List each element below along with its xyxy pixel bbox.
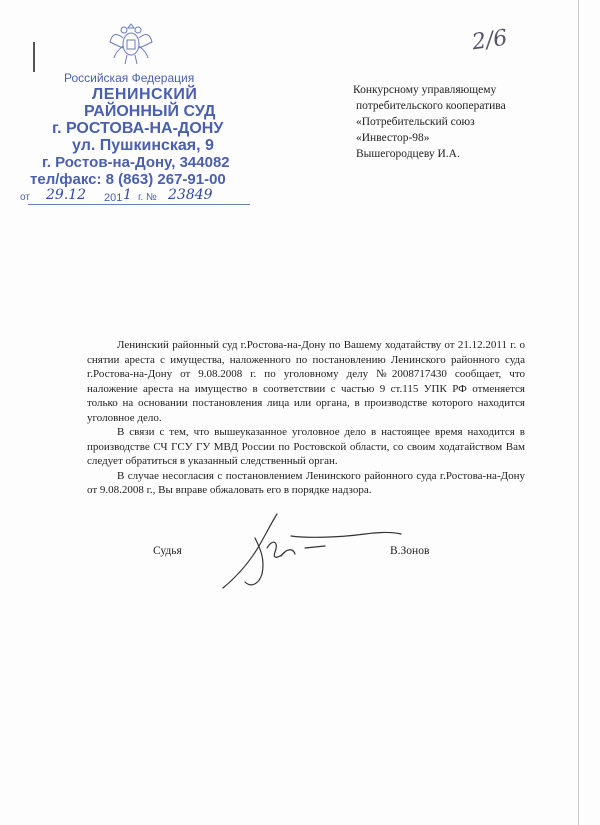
recipient-line: Вышегородцеву И.А. bbox=[356, 148, 460, 160]
stamp-phone: тел/факс: 8 (863) 267-91-00 bbox=[30, 171, 226, 188]
signature-label: Судья bbox=[153, 545, 182, 557]
recipient-line: «Потребительский союз bbox=[356, 116, 475, 128]
recipient-address bbox=[348, 82, 506, 162]
handwritten-number: 23849 bbox=[168, 187, 213, 203]
recipient-line: «Инвестор-98» bbox=[356, 132, 430, 144]
corner-handwritten-note: 2/6 bbox=[470, 25, 509, 56]
page-edge-line bbox=[578, 0, 579, 825]
stamp-country: Российская Федерация bbox=[64, 71, 195, 85]
year-printed: 201 bbox=[104, 192, 123, 204]
handwritten-signature bbox=[215, 508, 405, 598]
recipient-line: Конкурсному управляющему bbox=[353, 84, 497, 96]
judge-name: В.Зонов bbox=[390, 545, 430, 557]
stamp-date-row bbox=[20, 189, 250, 205]
stamp-court-line2: РАЙОННЫЙ СУД bbox=[84, 103, 216, 120]
coat-of-arms-icon bbox=[106, 18, 156, 68]
stamp-postal: г. Ростов-на-Дону, 344082 bbox=[42, 154, 230, 171]
body-paragraph: В случае несогласия с постановлением Ленинского районного суда г.Ростова-на-Дону от 9.08.2008 г., Вы вправе обжаловать его в порядке надзора. bbox=[87, 469, 525, 496]
date-prefix: от bbox=[20, 192, 30, 203]
handwritten-year: 1 bbox=[123, 187, 132, 203]
body-paragraph: В связи с тем, что вышеуказанное уголовное дело в настоящее время находится в производстве СЧ ГСУ ГУ МВД России по Ростовской области, со своим ходатайством Вам следует обратиться в указанный следственный орган. bbox=[87, 426, 525, 467]
stamp-date-underline bbox=[28, 204, 250, 205]
handwritten-date: 29.12 bbox=[46, 187, 87, 203]
year-suffix: г. № bbox=[138, 192, 157, 203]
stamp-street: ул. Пушкинская, 9 bbox=[72, 137, 214, 154]
body-paragraph: Ленинский районный суд г.Ростова-на-Дону по Вашему ходатайству от 21.12.2011 г. о снятии ареста с имущества, наложенного по постановлению Ленинского районного суда г.Ростова-на-Дону от 9.08.2008 г. по уголовному делу №2008717430 сообщает, что наложение ареста на имущество в соответствии с частью 9 ст.115 УПК РФ отменяется только на основании постановления лица или органа, в производстве которого находится уголовное дело. bbox=[87, 339, 525, 424]
letter-body bbox=[87, 338, 525, 498]
stamp-court-line1: ЛЕНИНСКИЙ bbox=[92, 86, 198, 103]
stamp-city: г. РОСТОВА-НА-ДОНУ bbox=[52, 120, 224, 137]
margin-mark bbox=[33, 42, 35, 72]
recipient-line: потребительского кооператива bbox=[356, 100, 506, 112]
